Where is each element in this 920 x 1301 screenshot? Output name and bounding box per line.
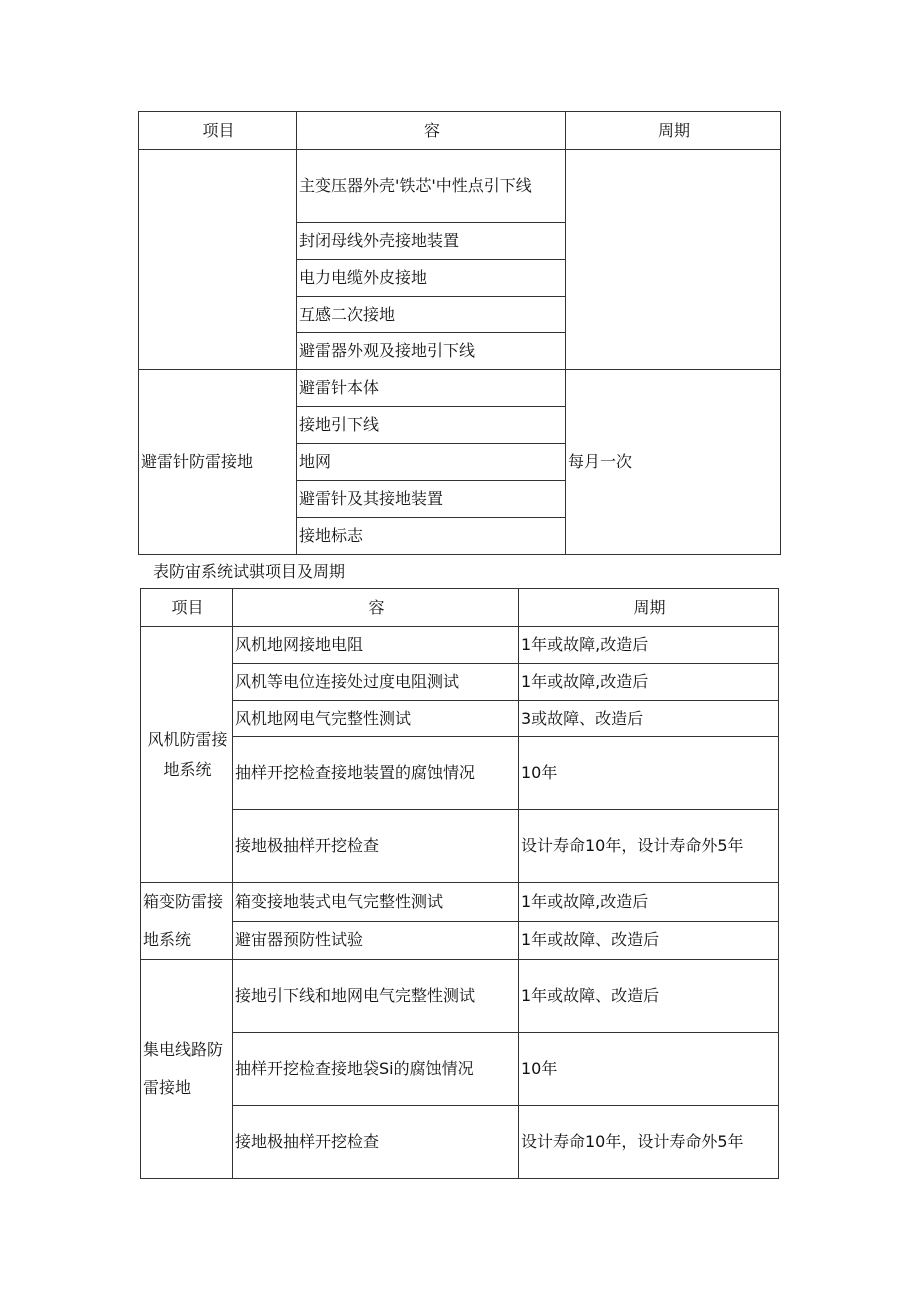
table-row <box>141 960 779 1033</box>
table-row <box>141 664 779 701</box>
group-item-cell: 风机防雷接地系统 <box>141 627 233 883</box>
period-cell: 10年 <box>519 737 779 810</box>
content-cell: 主变压器外壳'铁芯'中性点引下线 <box>297 150 566 223</box>
content-cell: 电力电缆外皮接地 <box>297 260 566 297</box>
table-row <box>141 737 779 810</box>
header-content: 容 <box>297 112 566 150</box>
table-row <box>141 810 779 883</box>
table-row <box>141 1106 779 1179</box>
period-cell <box>566 150 781 370</box>
group-item-cell: 集电线路防雷接地 <box>141 960 233 1179</box>
period-cell: 设计寿命10年，设计寿命外5年 <box>519 810 779 883</box>
content-cell: 地网 <box>297 444 566 481</box>
header-content: 容 <box>233 589 519 627</box>
content-cell: 接地引下线 <box>297 407 566 444</box>
period-cell: 每月一次 <box>566 370 781 555</box>
period-cell: 设计寿命10年，设计寿命外5年 <box>519 1106 779 1179</box>
header-item: 项目 <box>141 589 233 627</box>
group-item-cell <box>139 150 297 370</box>
table-row <box>141 921 779 960</box>
content-cell: 互感二次接地 <box>297 297 566 333</box>
content-cell: 风机地网接地电阻 <box>233 627 519 664</box>
inspection-table <box>138 111 781 555</box>
table-row <box>141 627 779 664</box>
period-cell: 1年或故障,改造后 <box>519 627 779 664</box>
content-cell: 抽样开挖检查接地装置的腐蚀情况 <box>233 737 519 810</box>
table-header-row <box>139 112 781 150</box>
content-cell: 风机地网电气完整性测试 <box>233 701 519 737</box>
period-cell: 10年 <box>519 1033 779 1106</box>
period-cell: 1年或故障、改造后 <box>519 921 779 960</box>
content-cell: 避雷针及其接地装置 <box>297 481 566 518</box>
content-cell: 避宙器预防性试验 <box>233 921 519 960</box>
content-cell: 接地引下线和地网电气完整性测试 <box>233 960 519 1033</box>
content-cell: 箱变接地装式电气完整性测试 <box>233 883 519 922</box>
period-cell: 1年或故障、改造后 <box>519 960 779 1033</box>
content-cell: 避雷针本体 <box>297 370 566 407</box>
content-cell: 抽样开挖检查接地袋Si的腐蚀情况 <box>233 1033 519 1106</box>
header-item: 项目 <box>139 112 297 150</box>
period-cell: 3或故障、改造后 <box>519 701 779 737</box>
table-row <box>141 883 779 922</box>
content-cell: 接地极抽样开挖检查 <box>233 810 519 883</box>
group-item-cell: 避雷针防雷接地 <box>139 370 297 555</box>
table-row <box>141 1033 779 1106</box>
content-cell: 接地标志 <box>297 518 566 555</box>
table-caption: 表防宙系统试骐项目及周期 <box>153 562 346 581</box>
content-cell: 封闭母线外壳接地装置 <box>297 223 566 260</box>
content-cell: 避雷器外观及接地引下线 <box>297 333 566 370</box>
table-row <box>141 701 779 737</box>
header-period: 周期 <box>566 112 781 150</box>
period-cell: 1年或故障,改造后 <box>519 883 779 922</box>
table-row <box>139 370 781 407</box>
group-item-cell: 箱变防雷接地系统 <box>141 883 233 960</box>
content-cell: 风机等电位连接处过度电阻测试 <box>233 664 519 701</box>
table-header-row <box>141 589 779 627</box>
test-items-table <box>140 588 779 1179</box>
header-period: 周期 <box>519 589 779 627</box>
period-cell: 1年或故障,改造后 <box>519 664 779 701</box>
content-cell: 接地极抽样开挖检查 <box>233 1106 519 1179</box>
table-row <box>139 150 781 223</box>
